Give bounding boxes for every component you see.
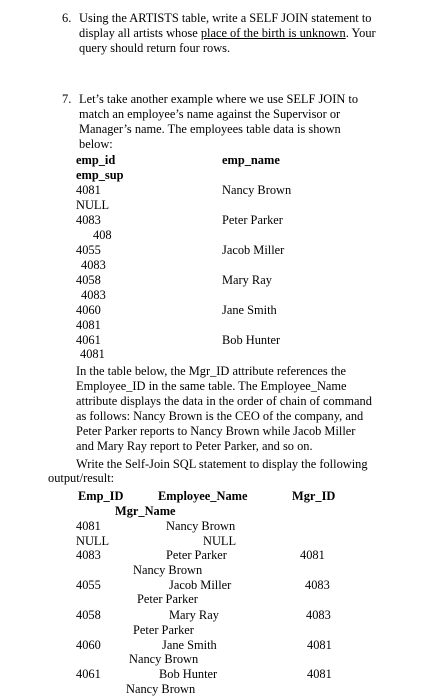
output-cell-mgr-name: Peter Parker: [133, 623, 194, 637]
header-out-employee-name: Employee_Name: [158, 489, 248, 503]
output-cell-emp-id: 4081: [76, 519, 101, 533]
explanation-line-1: In the table below, the Mgr_ID attribute references the: [76, 364, 346, 378]
table-cell-emp-name: Mary Ray: [222, 273, 272, 287]
q6-line-2-post: . Your: [345, 26, 376, 40]
output-cell-employee-name: Jacob Miller: [169, 578, 232, 592]
output-cell-emp-id: 4058: [76, 608, 101, 622]
output-cell-mgr-name: NULL: [203, 534, 237, 548]
table-cell-emp-id: 4055: [76, 243, 101, 257]
explanation-line-4: as follows: Nancy Brown is the CEO of the company, and: [76, 409, 364, 423]
table-cell-emp-sup: 4083: [81, 288, 106, 302]
explanation-line-5: Peter Parker reports to Nancy Brown while Jacob Miller: [76, 424, 356, 438]
q6-line-2: [79, 26, 376, 41]
output-cell-mgr-name: Nancy Brown: [129, 652, 199, 666]
output-cell-emp-id: 4061: [76, 667, 101, 681]
output-cell-emp-id: 4083: [76, 548, 101, 562]
explanation-line-2: Employee_ID in the same table. The Employee_Name: [76, 379, 347, 393]
table-cell-emp-name: Peter Parker: [222, 213, 283, 227]
table-cell-emp-name: Nancy Brown: [222, 183, 292, 197]
header-out-mgr-id: Mgr_ID: [292, 489, 336, 503]
q7-line-1: Let’s take another example where we use SELF JOIN to: [79, 92, 359, 106]
table-cell-emp-sup: 408: [93, 228, 112, 242]
table-cell-emp-id: 4081: [76, 183, 101, 197]
output-cell-mgr-name: Nancy Brown: [126, 682, 196, 696]
table-cell-emp-id: 4058: [76, 273, 101, 287]
instruction-line-1: Write the Self-Join SQL statement to display the following: [76, 457, 368, 471]
output-cell-mgr-id: 4081: [300, 548, 325, 562]
output-cell-emp-id: 4060: [76, 638, 101, 652]
q6-underlined-text: place of the birth is unknown: [200, 26, 346, 40]
explanation-line-3: attribute displays the data in the order of chain of command: [76, 394, 372, 408]
explanation-line-6: and Mary Ray report to Peter Parker, and so on.: [76, 439, 313, 453]
table-cell-emp-name: Bob Hunter: [222, 333, 281, 347]
table-cell-emp-sup: 4081: [80, 347, 105, 361]
q6-line-2-pre: display all artists whose: [79, 26, 201, 40]
output-cell-employee-name: Nancy Brown: [166, 519, 236, 533]
output-cell-mgr-id: 4083: [306, 608, 331, 622]
table-cell-emp-sup: 4083: [81, 258, 106, 272]
header-emp-name: emp_name: [222, 153, 280, 167]
output-cell-emp-id: 4055: [76, 578, 101, 592]
output-cell-mgr-name: Nancy Brown: [133, 563, 203, 577]
table-cell-emp-id: 4083: [76, 213, 101, 227]
q6-line-1: Using the ARTISTS table, write a SELF JOIN statement to: [79, 11, 372, 25]
instruction-line-2: output/result:: [48, 471, 115, 485]
table-cell-emp-id: 4061: [76, 333, 101, 347]
output-cell-employee-name: Peter Parker: [166, 548, 227, 562]
header-emp-sup: emp_sup: [76, 168, 124, 182]
header-out-mgr-name: Mgr_Name: [115, 504, 176, 518]
q7-line-3: Manager’s name. The employees table data is shown: [79, 122, 341, 136]
header-emp-id: emp_id: [76, 153, 116, 167]
q7-line-2: match an employee’s name against the Supervisor or: [79, 107, 341, 121]
table-cell-emp-sup: 4081: [76, 318, 101, 332]
output-cell-employee-name: Mary Ray: [169, 608, 219, 622]
output-cell-mgr-id: 4083: [305, 578, 330, 592]
output-cell-mgr-id: 4081: [307, 638, 332, 652]
table-cell-emp-name: Jane Smith: [222, 303, 277, 317]
output-cell-mgr-id: 4081: [307, 667, 332, 681]
output-cell-employee-name: Jane Smith: [162, 638, 217, 652]
q7-number: 7.: [62, 92, 72, 106]
table-cell-emp-id: 4060: [76, 303, 101, 317]
output-cell-employee-name: Bob Hunter: [159, 667, 218, 681]
q7-line-4: below:: [79, 137, 113, 151]
header-out-emp-id: Emp_ID: [78, 489, 124, 503]
q6-line-3: query should return four rows.: [79, 41, 231, 55]
output-cell-null: NULL: [76, 534, 110, 548]
q6-number: 6.: [62, 11, 72, 25]
table-cell-emp-name: Jacob Miller: [222, 243, 285, 257]
output-cell-mgr-name: Peter Parker: [137, 592, 198, 606]
table-cell-emp-sup: NULL: [76, 198, 110, 212]
